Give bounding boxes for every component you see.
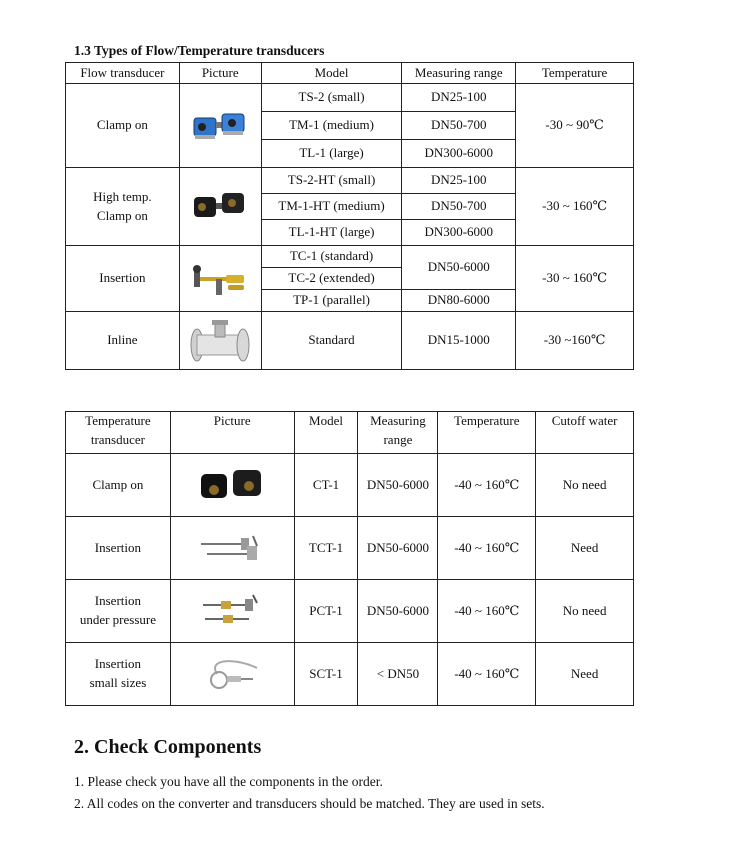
table-row (66, 312, 634, 370)
cable-sensor-icon (197, 654, 267, 694)
table-row (66, 84, 634, 112)
temperature-transducer-table (65, 411, 634, 706)
model-cell: TCT-1 (294, 517, 358, 580)
header-model: Model (294, 412, 358, 454)
flow-transducer-table (65, 62, 634, 370)
table-row (66, 168, 634, 194)
check-components-list (74, 771, 545, 815)
range-cell: DN50-6000 (402, 246, 516, 290)
model-cell: SCT-1 (294, 643, 358, 706)
cutoff-cell: No need (536, 454, 634, 517)
model-cell: TL-1 (large) (261, 140, 402, 168)
table-row (66, 517, 634, 580)
range-cell: DN300-6000 (402, 140, 516, 168)
table-row (66, 643, 634, 706)
range-cell: DN80-6000 (402, 290, 516, 312)
blue-clamp-transducer-icon (190, 109, 250, 143)
header-cutoff-water: Cutoff water (536, 412, 634, 454)
temperature-cell: -30 ~ 160℃ (516, 246, 634, 312)
model-cell: Standard (261, 312, 402, 370)
picture-cell (179, 84, 261, 168)
header-line: transducer (90, 431, 145, 447)
transducer-type: Insertion (66, 246, 180, 312)
temperature-cell: -40 ~ 160℃ (438, 580, 536, 643)
model-cell: TC-1 (standard) (261, 246, 402, 268)
header-line: range (383, 431, 413, 447)
flow-table-header (66, 63, 634, 84)
list-item: 2. All codes on the converter and transducers should be matched. They are used in sets. (74, 796, 545, 811)
temperature-cell: -40 ~ 160℃ (438, 643, 536, 706)
check-components-heading: 2. Check Components (74, 736, 262, 758)
pressure-probe-icon (197, 591, 267, 631)
inline-pipe-icon (187, 317, 253, 365)
model-cell: PCT-1 (294, 580, 358, 643)
transducer-type: Inline (66, 312, 180, 370)
header-picture: Picture (170, 412, 294, 454)
insertion-probe-icon (197, 530, 267, 566)
transducer-type (66, 168, 180, 246)
black-clamp-sensor-icon (197, 462, 267, 508)
temperature-cell: -40 ~ 160℃ (438, 454, 536, 517)
model-cell: TM-1-HT (medium) (261, 194, 402, 220)
picture-cell (170, 517, 294, 580)
range-cell: DN50-6000 (358, 517, 438, 580)
picture-cell (170, 454, 294, 517)
header-temperature: Temperature (516, 63, 634, 84)
range-cell: DN15-1000 (402, 312, 516, 370)
header-line: Measuring (370, 413, 426, 428)
table-row (66, 246, 634, 268)
header-measuring-range: Measuring range (402, 63, 516, 84)
name-line: under pressure (79, 612, 156, 627)
header-temperature: Temperature (438, 412, 536, 454)
range-cell: DN300-6000 (402, 220, 516, 246)
name-line: Insertion (94, 593, 142, 609)
picture-cell (170, 643, 294, 706)
transducer-type: Clamp on (66, 454, 171, 517)
temperature-cell: -30 ~ 90℃ (516, 84, 634, 168)
transducer-type (66, 643, 171, 706)
cutoff-cell: No need (536, 580, 634, 643)
range-cell: < DN50 (358, 643, 438, 706)
model-cell: TC-2 (extended) (261, 268, 402, 290)
header-measuring-range (358, 412, 438, 454)
range-cell: DN50-700 (402, 112, 516, 140)
picture-cell (179, 312, 261, 370)
range-cell: DN50-700 (402, 194, 516, 220)
name-line: small sizes (89, 675, 147, 690)
model-cell: TM-1 (medium) (261, 112, 402, 140)
header-model: Model (261, 63, 402, 84)
model-cell: TS-2 (small) (261, 84, 402, 112)
black-clamp-transducer-icon (190, 187, 250, 227)
list-item: 1. Please check you have all the components in the order. (74, 774, 383, 789)
picture-cell (170, 580, 294, 643)
temperature-cell: -30 ~ 160℃ (516, 168, 634, 246)
table-row (66, 454, 634, 517)
temperature-cell: -40 ~ 160℃ (438, 517, 536, 580)
temp-table-header (66, 412, 634, 454)
header-picture: Picture (179, 63, 261, 84)
cutoff-cell: Need (536, 517, 634, 580)
transducer-type: Clamp on (66, 84, 180, 168)
range-cell: DN50-6000 (358, 454, 438, 517)
temperature-cell: -30 ~160℃ (516, 312, 634, 370)
cutoff-cell: Need (536, 643, 634, 706)
name-line: High temp. (93, 188, 152, 204)
range-cell: DN25-100 (402, 84, 516, 112)
section-title: 1.3 Types of Flow/Temperature transducers (74, 43, 325, 58)
transducer-type: Insertion (66, 517, 171, 580)
transducer-type (66, 580, 171, 643)
range-cell: DN25-100 (402, 168, 516, 194)
picture-cell (179, 168, 261, 246)
model-cell: TS-2-HT (small) (261, 168, 402, 194)
picture-cell (179, 246, 261, 312)
header-temperature-transducer (66, 412, 171, 454)
model-cell: CT-1 (294, 454, 358, 517)
header-line: Temperature (85, 413, 151, 428)
name-line: Clamp on (96, 207, 148, 223)
model-cell: TL-1-HT (large) (261, 220, 402, 246)
model-cell: TP-1 (parallel) (261, 290, 402, 312)
name-line: Insertion (94, 656, 142, 672)
header-flow-transducer: Flow transducer (66, 63, 180, 84)
table-row (66, 580, 634, 643)
insertion-transducer-icon (188, 259, 252, 299)
range-cell: DN50-6000 (358, 580, 438, 643)
